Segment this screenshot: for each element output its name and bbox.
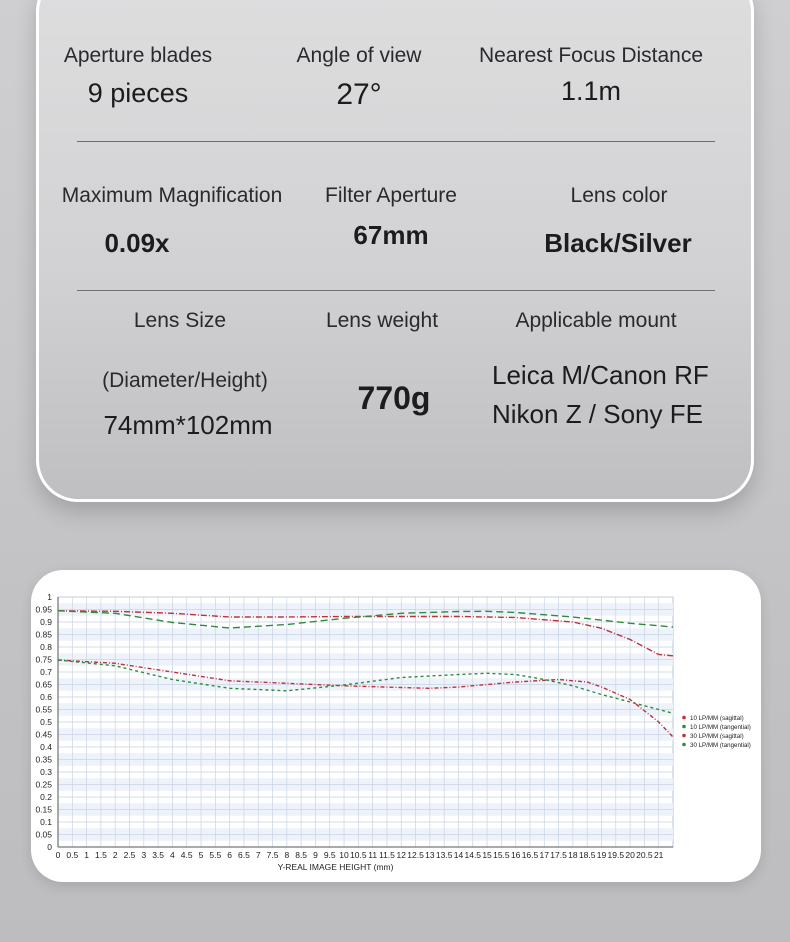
y-tick-label: 0.65 [35, 679, 52, 690]
legend-marker [682, 743, 686, 747]
x-tick-label: 21 [653, 850, 664, 860]
x-tick-label: 3 [141, 850, 147, 860]
spec-lens-size-value [90, 410, 286, 441]
x-tick-label: 1.5 [94, 850, 107, 860]
x-tick-label: 8.5 [295, 850, 308, 860]
spec-angle-of-view [284, 44, 434, 112]
x-tick-label: 15 [482, 850, 492, 860]
x-tick-label: 0 [55, 850, 61, 860]
y-tick-label: 0.4 [40, 742, 52, 752]
y-tick-label: 0.95 [35, 604, 52, 615]
spec-label: Nearest Focus Distance [478, 44, 704, 67]
spec-lens-weight-value [342, 380, 446, 417]
x-tick-label: 20.5 [636, 850, 653, 860]
x-tick-label: 14 [453, 850, 464, 860]
x-axis-title: Y-REAL IMAGE HEIGHT (mm) [277, 862, 394, 872]
x-tick-label: 19 [596, 850, 607, 860]
spec-label: Lens color [570, 184, 668, 207]
y-tick-label: 0.15 [35, 804, 52, 815]
x-tick-label: 15.5 [493, 850, 510, 860]
legend-label: 30 LP/MM (sagittal) [690, 733, 744, 740]
legend-marker [682, 725, 686, 729]
legend-label: 10 LP/MM (sagittal) [690, 715, 744, 722]
x-tick-label: 16.5 [521, 850, 539, 860]
spec-value: 0.09x [104, 228, 170, 258]
x-tick-label: 10 [339, 850, 349, 860]
x-tick-label: 12.5 [407, 850, 424, 860]
x-tick-label: 9.5 [323, 850, 336, 860]
x-tick-label: 16 [510, 850, 521, 860]
spec-value: 770g [357, 380, 431, 416]
x-tick-label: 18 [568, 850, 578, 860]
x-tick-label: 9 [313, 850, 318, 860]
x-tick-label: 8 [284, 850, 290, 860]
y-tick-label: 0.1 [40, 817, 52, 827]
y-tick-label: 0.3 [40, 767, 52, 777]
spec-label: Lens weight [325, 309, 439, 332]
spec-lens-weight [312, 309, 452, 333]
x-tick-label: 0.5 [66, 850, 79, 860]
spec-lens-size-sub [90, 369, 280, 393]
y-tick-label: 0.25 [35, 779, 52, 790]
y-tick-label: 0.75 [35, 654, 52, 665]
x-tick-label: 14.5 [464, 850, 482, 860]
mtf-chart [31, 570, 761, 882]
spec-value: 67mm [353, 220, 429, 250]
spec-label: Lens Size [133, 309, 227, 332]
spec-divider [77, 141, 715, 142]
y-tick-label: 0 [47, 842, 52, 852]
spec-lens-size [100, 309, 260, 333]
x-tick-label: 7 [255, 850, 261, 860]
spec-divider [77, 290, 715, 291]
y-tick-label: 0.6 [40, 692, 52, 702]
x-tick-label: 4.5 [180, 850, 193, 860]
x-tick-label: 11 [368, 850, 378, 860]
spec-filter-aperture [312, 184, 470, 251]
y-tick-label: 0.5 [40, 717, 52, 727]
y-tick-label: 0.7 [40, 667, 52, 677]
spec-label: Aperture blades [63, 44, 213, 67]
x-tick-label: 5 [198, 850, 204, 860]
y-tick-label: 0.9 [40, 617, 52, 627]
x-tick-label: 13 [425, 850, 435, 860]
x-tick-label: 2.5 [123, 850, 136, 860]
x-tick-label: 18.5 [578, 850, 596, 860]
spec-aperture-blades [58, 44, 218, 109]
x-tick-label: 20 [625, 850, 635, 860]
spec-nearest-focus [476, 44, 706, 107]
spec-mount-values [492, 360, 712, 430]
x-tick-label: 5.5 [209, 850, 222, 860]
spec-label: Filter Aperture [325, 184, 457, 207]
y-tick-label: 0.2 [40, 792, 52, 802]
x-tick-label: 1 [84, 850, 89, 860]
spec-mount [496, 309, 696, 333]
spec-value: Black/Silver [544, 228, 692, 258]
spec-value-line2: Nikon Z / Sony FE [492, 399, 703, 429]
y-tick-label: 0.55 [35, 704, 52, 715]
spec-value: 27° [336, 78, 382, 111]
spec-sublabel: (Diameter/Height) [102, 369, 268, 392]
x-tick-label: 17 [539, 850, 550, 860]
x-tick-label: 7.5 [266, 850, 279, 860]
x-tick-label: 6 [227, 850, 232, 860]
spec-max-magnification [56, 184, 288, 208]
legend-marker [682, 716, 686, 720]
legend-label: 10 LP/MM (tangential) [690, 724, 751, 731]
spec-value: 9 pieces [87, 78, 189, 108]
x-tick-label: 17.5 [550, 850, 567, 860]
x-tick-label: 6.5 [238, 850, 250, 860]
spec-value: 1.1m [560, 76, 622, 106]
x-tick-label: 4 [170, 850, 175, 860]
spec-max-magnification-value [80, 228, 194, 259]
y-tick-label: 0.8 [40, 642, 52, 652]
spec-lens-color-value [536, 228, 700, 259]
x-tick-label: 11.5 [378, 850, 395, 860]
spec-label: Angle of view [296, 44, 422, 67]
spec-value: 74mm*102mm [103, 410, 273, 440]
y-tick-label: 0.35 [35, 754, 52, 765]
mtf-chart-card [31, 570, 761, 882]
x-tick-label: 13.5 [435, 850, 453, 860]
y-tick-label: 1 [47, 592, 52, 602]
legend-marker [682, 734, 686, 738]
x-tick-label: 19.5 [607, 850, 625, 860]
y-tick-label: 0.45 [35, 729, 52, 740]
legend-label: 30 LP/MM (tangential) [690, 742, 751, 749]
spec-lens-color [524, 184, 714, 208]
spec-label: Maximum Magnification [61, 184, 283, 207]
y-tick-label: 0.05 [35, 829, 52, 840]
x-tick-label: 12 [396, 850, 406, 860]
x-tick-label: 3.5 [152, 850, 165, 860]
y-tick-label: 0.85 [35, 629, 52, 640]
spec-value-line1: Leica M/Canon RF [492, 360, 709, 390]
spec-label: Applicable mount [515, 309, 677, 332]
x-tick-label: 10.5 [350, 850, 367, 860]
x-tick-label: 2 [112, 850, 118, 860]
